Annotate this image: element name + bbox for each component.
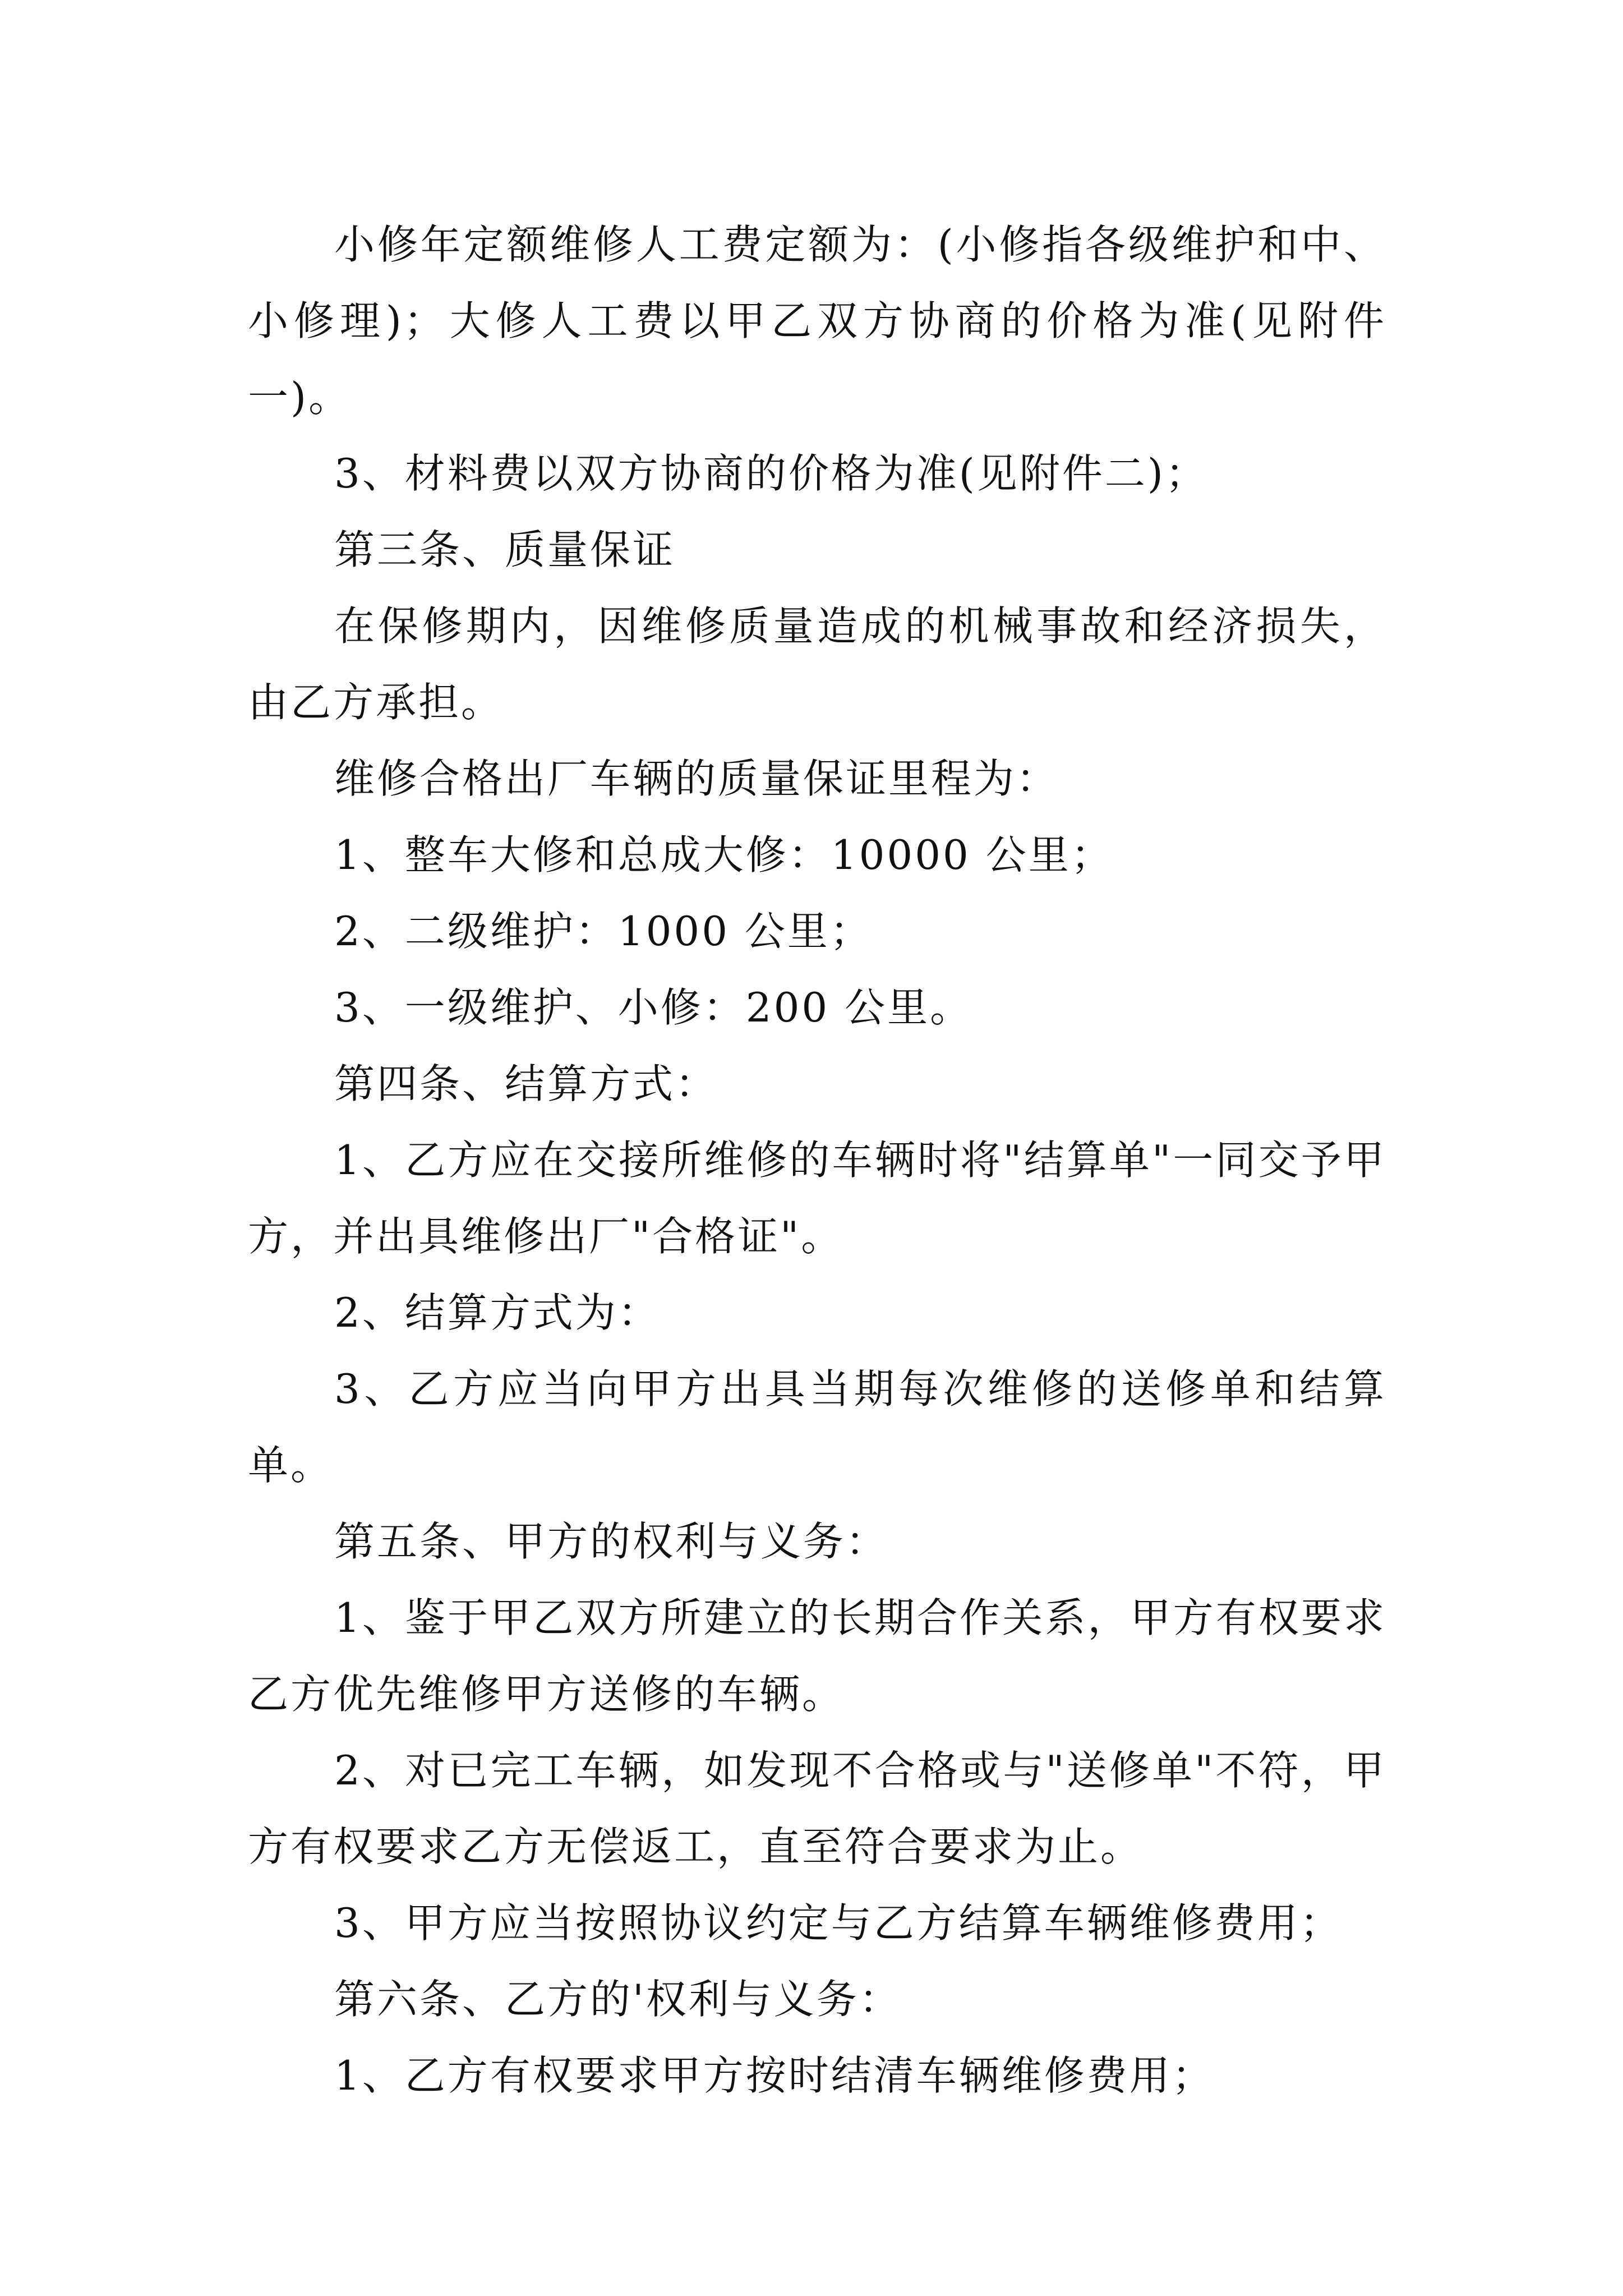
list-item-first-level: 3、一级维护、小修：200 公里。 [334, 984, 973, 1031]
paragraph-labor-fee: 小修年定额维修人工费定额为：(小修指各级维护和中、小修理)；大修人工费以甲乙双方协商的价格为准(见附件一)。 [248, 221, 1386, 421]
article-6-heading: 第六条、乙方的'权利与义务： [334, 1976, 902, 2023]
paragraph-settlement-sheet: 1、乙方应在交接所维修的车辆时将"结算单"一同交予甲方，并出具维修出厂"合格证"。 [248, 1137, 1386, 1260]
article-4-heading: 第四条、结算方式： [334, 1060, 718, 1107]
paragraph-material-fee: 3、材料费以双方协商的价格为准(见附件二)； [334, 450, 1208, 497]
paragraph-payment-right: 1、乙方有权要求甲方按时结清车辆维修费用； [334, 2052, 1215, 2099]
paragraph-payment-duty: 3、甲方应当按照协议约定与乙方结算车辆维修费用； [334, 1899, 1343, 1947]
list-item-overhaul: 1、整车大修和总成大修：10000 公里； [334, 831, 1114, 878]
paragraph-settlement-method: 2、结算方式为： [334, 1289, 661, 1336]
document-body [248, 206, 1386, 2114]
paragraph-repair-documents: 3、乙方应当向甲方出具当期每次维修的送修单和结算单。 [248, 1365, 1386, 1489]
paragraph-priority-repair: 1、鉴于甲乙双方所建立的长期合作关系，甲方有权要求乙方优先维修甲方送修的车辆。 [248, 1594, 1386, 1718]
list-item-second-level: 2、二级维护：1000 公里； [334, 908, 873, 955]
article-3-heading: 第三条、质量保证 [334, 526, 676, 573]
article-5-heading: 第五条、甲方的权利与义务： [334, 1518, 889, 1565]
paragraph-rework: 2、对已完工车辆，如发现不合格或与"送修单"不符，甲方有权要求乙方无偿返工，直至符合要求为止。 [248, 1747, 1386, 1870]
paragraph-warranty-mileage: 维修合格出厂车辆的质量保证里程为： [334, 755, 1059, 802]
paragraph-warranty-liability: 在保修期内，因维修质量造成的机械事故和经济损失，由乙方承担。 [248, 602, 1386, 726]
